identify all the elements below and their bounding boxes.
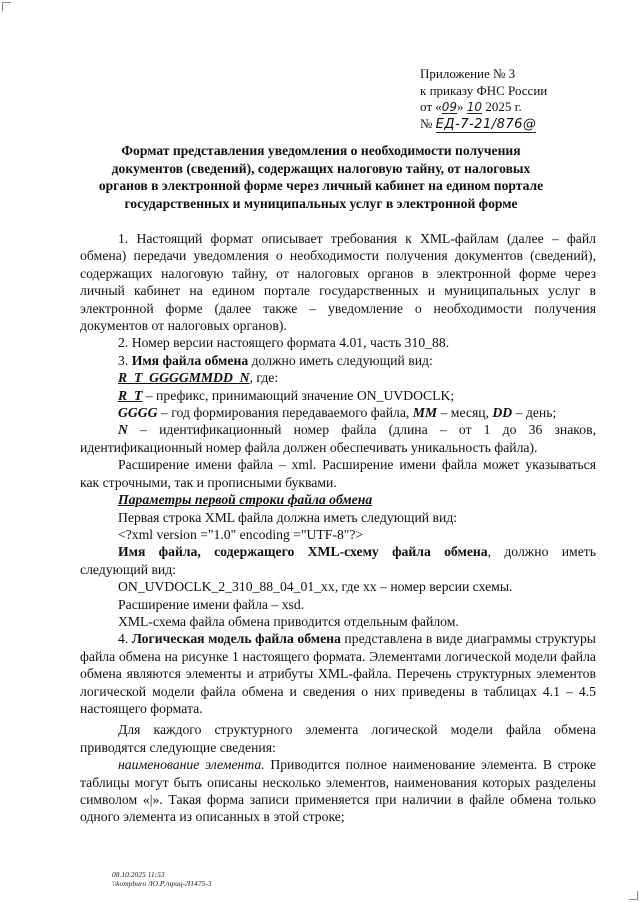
handwritten-order-number: ЕД-7-21/876@ [435,116,537,132]
handwritten-month: 10 [466,100,483,114]
paragraph: Расширение имени файла – xsd. [118,596,305,612]
print-path: \\kompburo /Ю.Р./приц-Л1475-3 [112,879,212,888]
paragraph: 4. Логическая модель файла обмена представлена в виде диаграммы структуры файла обмена на рисунке 1 настоящего формата. Элементами логической модели файла обмена являются элементы и атрибуты XML-файла. Перечень структурных элементов логической модели файла обмена и сведения о них приведены в таблицах 4.1 – 4.5 настоящего формата. [80,631,597,716]
scan-corner-mark [2,2,11,11]
paragraph: XML-схема файла обмена приводится отдельным файлом. [118,613,459,629]
handwritten-day: 09 [441,100,458,114]
paragraph: R_T – префикс, принимающий значение ON_UVDOCLK; [118,387,455,403]
paragraph: Имя файла, содержащего XML-схему файла обмена, должно иметь следующий вид: [80,544,596,577]
paragraph: R_T_GGGGMMDD_N, где: [118,370,279,386]
paragraph: 1. Настоящий формат описывает требования к XML-файлам (далее – файл обмена) передачи уведомления о необходимости получения документов (сведений), содержащих налоговую тайну, от налоговых органов в электронной форме через личный кабинет на едином портале государственных и муниципальных услуг в электронной форме (далее также – уведомление о необходимости получения документов от налоговых органов). [80,231,596,334]
paragraph: Первая строка XML файла должна иметь следующий вид: [118,509,458,525]
appendix-number: Приложение № 3 [420,66,516,81]
print-timestamp: 08.10.2025 11:53 [112,870,165,879]
paragraph: Расширение имени файла – xml. Расширение имени файла может указываться как строчными, так и прописными буквами. [80,457,596,490]
code-line: <?xml version ="1.0" encoding ="UTF-8"?> [118,526,364,542]
appendix-order-number: № ЕД-7-21/876@ [420,115,537,132]
appendix-header [420,66,547,133]
paragraph: N – идентификационный номер файла (длина – от 1 до 36 знаков, идентификационный номер файла должен обеспечивать уникальность файла). [80,422,596,455]
paragraph: ON_UVDOCLK_2_310_88_04_01_xx, где xx – номер версии схемы. [118,579,513,595]
paragraph: наименование элемента. Приводится полное наименование элемента. В строке таблицы могут быть описаны несколько элементов, наименования которых разделены символом «|». Такая форма записи применяется при наличии в файле обмена только одного элемента из описанных в этой строке; [80,757,596,825]
paragraph: Для каждого структурного элемента логической модели файла обмена приводятся следующие сведения: [80,722,596,755]
appendix-date: от «09» 10 2025 г. [420,99,522,114]
document-title: Формат представления уведомления о необходимости получения документов (сведений), содержащих налоговую тайну, от налоговых органов в электронной форме через личный кабинет на едином портале государственных и муниципальных услуг в электронной форме [98,143,544,211]
paragraph: 2. Номер версии настоящего формата 4.01, часть 310_88. [118,335,450,351]
appendix-order-ref: к приказу ФНС России [420,82,548,98]
section-heading: Параметры первой строки файла обмена [118,492,373,508]
document-body [80,230,596,826]
scan-corner-mark [629,891,638,900]
paragraph: 3. Имя файла обмена должно иметь следующий вид: [118,352,433,368]
print-footer [112,870,212,888]
paragraph: GGGG – год формирования передаваемого файла, MM – месяц, DD – день; [118,405,557,421]
